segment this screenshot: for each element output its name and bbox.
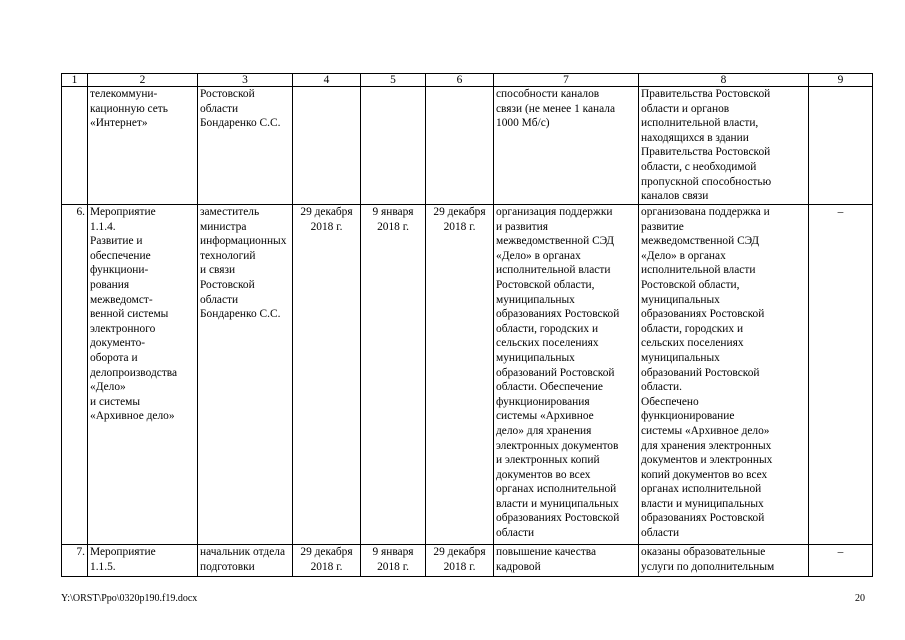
deadline-cell: 29 декабря 2018 г. bbox=[426, 545, 494, 577]
table-row bbox=[62, 545, 873, 577]
end-date-cell: 9 января 2018 г. bbox=[361, 205, 426, 545]
event-cell: Мероприятие 1.1.4. Развитие и обеспечение функциони- рования межведомст- венной системы электронного документо- оборота и делопроизводства «Дело» и системы «Архивное дело» bbox=[88, 205, 198, 545]
table-row bbox=[62, 205, 873, 545]
header-row bbox=[62, 74, 873, 87]
column-header: 2 bbox=[88, 74, 198, 87]
responsible-cell: заместитель министра информационных технологий и связи Ростовской области Бондаренко С.С. bbox=[198, 205, 293, 545]
row-number: 7. bbox=[62, 545, 88, 577]
actual-result-cell: оказаны образовательные услуги по дополнительным bbox=[639, 545, 809, 577]
row-number bbox=[62, 87, 88, 205]
event-cell: Мероприятие 1.1.5. bbox=[88, 545, 198, 577]
column-header: 5 bbox=[361, 74, 426, 87]
column-header: 9 bbox=[809, 74, 873, 87]
column-header: 8 bbox=[639, 74, 809, 87]
note-cell bbox=[809, 87, 873, 205]
row-number: 6. bbox=[62, 205, 88, 545]
column-header: 7 bbox=[494, 74, 639, 87]
responsible-cell: начальник отдела подготовки bbox=[198, 545, 293, 577]
expected-result-cell: повышение качества кадровой bbox=[494, 545, 639, 577]
start-date-cell: 29 декабря 2018 г. bbox=[293, 205, 361, 545]
expected-result-cell: организация поддержки и развития межведомственной СЭД «Дело» в органах исполнительной власти Ростовской области, муниципальных образованиях Ростовской области, городских и сельских поселениях муниципальных образований Ростовской области. Обеспечение функционирования системы «Архивное дело» для хранения электронных документов и электронных копий документов во всех органах исполнительной власти и муниципальных образованиях Ростовской области bbox=[494, 205, 639, 545]
note-cell: – bbox=[809, 545, 873, 577]
column-header: 4 bbox=[293, 74, 361, 87]
table-row bbox=[62, 87, 873, 205]
column-header: 6 bbox=[426, 74, 494, 87]
column-header: 3 bbox=[198, 74, 293, 87]
end-date-cell bbox=[361, 87, 426, 205]
start-date-cell bbox=[293, 87, 361, 205]
actual-result-cell: Правительства Ростовской области и органов исполнительной власти, находящихся в здании Правительства Ростовской области, с необходимой пропускной способностью каналов связи bbox=[639, 87, 809, 205]
event-cell: телекоммуни- кационную сеть «Интернет» bbox=[88, 87, 198, 205]
file-path: Y:\ORST\Ppo\0320p190.f19.docx bbox=[61, 593, 198, 604]
actual-result-cell: организована поддержка и развитие межведомственной СЭД «Дело» в органах исполнительной власти Ростовской области, муниципальных образованиях Ростовской области, городских и сельских поселениях муниципальных образований Ростовской области. Обеспечено функционирование системы «Архивное дело» для хранения электронных документов и электронных копий документов во всех органах исполнительной власти и муниципальных образованиях Ростовской области bbox=[639, 205, 809, 545]
column-header: 1 bbox=[62, 74, 88, 87]
responsible-cell: Ростовской области Бондаренко С.С. bbox=[198, 87, 293, 205]
note-cell: – bbox=[809, 205, 873, 545]
end-date-cell: 9 января 2018 г. bbox=[361, 545, 426, 577]
main-table bbox=[61, 73, 873, 577]
page-number: 20 bbox=[855, 593, 865, 604]
deadline-cell: 29 декабря 2018 г. bbox=[426, 205, 494, 545]
expected-result-cell: способности каналов связи (не менее 1 канала 1000 Мб/с) bbox=[494, 87, 639, 205]
deadline-cell bbox=[426, 87, 494, 205]
start-date-cell: 29 декабря 2018 г. bbox=[293, 545, 361, 577]
